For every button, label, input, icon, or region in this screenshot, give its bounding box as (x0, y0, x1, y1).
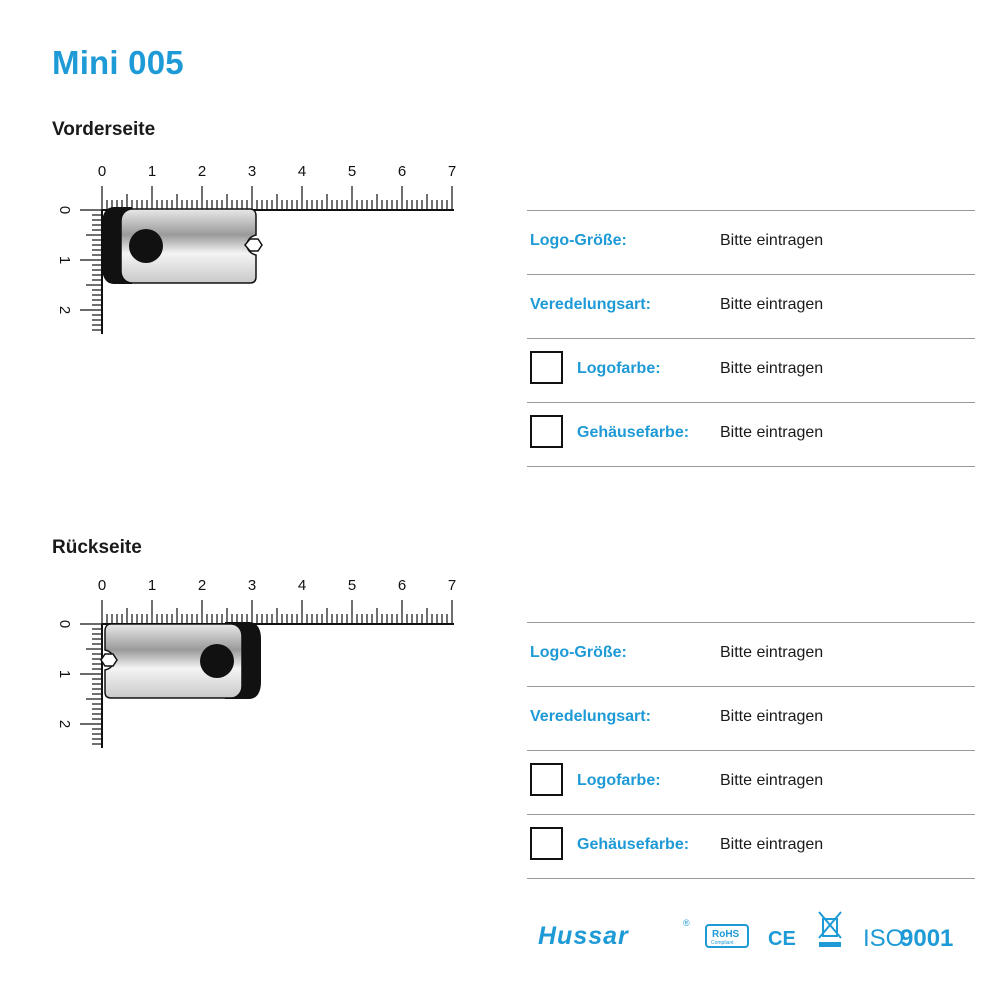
field-value[interactable]: Bitte eintragen (720, 424, 824, 441)
x-tick-label: 1 (147, 163, 157, 180)
field-label: Veredelungsart: (530, 708, 651, 725)
field-row (527, 402, 975, 467)
field-row (527, 274, 975, 338)
usb-hole-dot (200, 644, 234, 678)
usb-keyring-hole (245, 239, 262, 251)
checkbox-icon[interactable] (530, 827, 563, 860)
x-tick-label: 0 (97, 577, 107, 594)
front-fields (527, 210, 975, 467)
field-value[interactable]: Bitte eintragen (720, 360, 824, 377)
front-x-ruler (98, 163, 456, 210)
y-tick-label: 0 (56, 619, 73, 629)
field-row (527, 686, 975, 750)
usb-hole-dot (129, 229, 163, 263)
y-tick-label: 0 (56, 205, 73, 215)
x-tick-label: 3 (247, 163, 257, 180)
x-tick-label: 5 (347, 163, 357, 180)
x-tick-label: 7 (447, 163, 457, 180)
x-tick-label: 6 (397, 577, 407, 594)
field-value[interactable]: Bitte eintragen (720, 232, 824, 249)
iso-prefix: ISO (863, 925, 905, 952)
front-y-ruler (56, 206, 102, 334)
y-tick-label: 2 (56, 305, 73, 315)
field-value[interactable]: Bitte eintragen (720, 772, 824, 789)
x-tick-label: 3 (247, 577, 257, 594)
x-tick-label: 4 (297, 163, 307, 180)
x-tick-label: 7 (447, 577, 457, 594)
weee-bin-icon (819, 912, 841, 947)
field-value[interactable]: Bitte eintragen (720, 644, 824, 661)
checkbox-icon[interactable] (530, 415, 563, 448)
field-row (527, 338, 975, 402)
x-tick-label: 2 (197, 577, 207, 594)
back-ruler-figure (48, 572, 468, 762)
rohs-text: RoHS (712, 929, 740, 940)
registered-mark: ® (683, 918, 690, 928)
field-label: Logofarbe: (577, 772, 661, 789)
x-tick-label: 6 (397, 163, 407, 180)
x-tick-label: 0 (97, 163, 107, 180)
back-y-ruler (56, 620, 102, 748)
field-label: Veredelungsart: (530, 296, 651, 313)
front-heading: Vorderseite (52, 119, 156, 140)
back-heading: Rückseite (52, 537, 142, 558)
rohs-logo (706, 925, 748, 947)
field-label: Logofarbe: (577, 360, 661, 377)
y-tick-label: 2 (56, 719, 73, 729)
front-ruler-figure (48, 158, 468, 348)
field-row (527, 750, 975, 814)
field-row (527, 814, 975, 879)
field-value[interactable]: Bitte eintragen (720, 836, 824, 853)
x-tick-label: 5 (347, 577, 357, 594)
page-title: Mini 005 (52, 44, 184, 81)
x-tick-label: 2 (197, 163, 207, 180)
rohs-compliant-text: Compliant (711, 940, 734, 946)
hussar-logo: Hussar (538, 922, 629, 950)
checkbox-icon[interactable] (530, 763, 563, 796)
usb-keyring-hole (101, 654, 117, 666)
field-row (527, 622, 975, 686)
x-tick-label: 4 (297, 577, 307, 594)
field-value[interactable]: Bitte eintragen (720, 708, 824, 725)
checkbox-icon[interactable] (530, 351, 563, 384)
y-tick-label: 1 (56, 669, 73, 679)
field-label: Gehäusefarbe: (577, 424, 690, 441)
field-value[interactable]: Bitte eintragen (720, 296, 824, 313)
field-row (527, 210, 975, 274)
usb-stick-back (101, 622, 261, 699)
field-label: Gehäusefarbe: (577, 836, 690, 853)
field-label: Logo-Größe: (530, 232, 627, 249)
certification-logos (538, 906, 968, 966)
ce-logo: CE (768, 928, 796, 950)
back-fields (527, 622, 975, 879)
y-tick-label: 1 (56, 255, 73, 265)
x-tick-label: 1 (147, 577, 157, 594)
field-label: Logo-Größe: (530, 644, 627, 661)
back-x-ruler (98, 577, 456, 624)
usb-stick-front (102, 207, 262, 284)
iso-number: 9001 (900, 925, 954, 952)
